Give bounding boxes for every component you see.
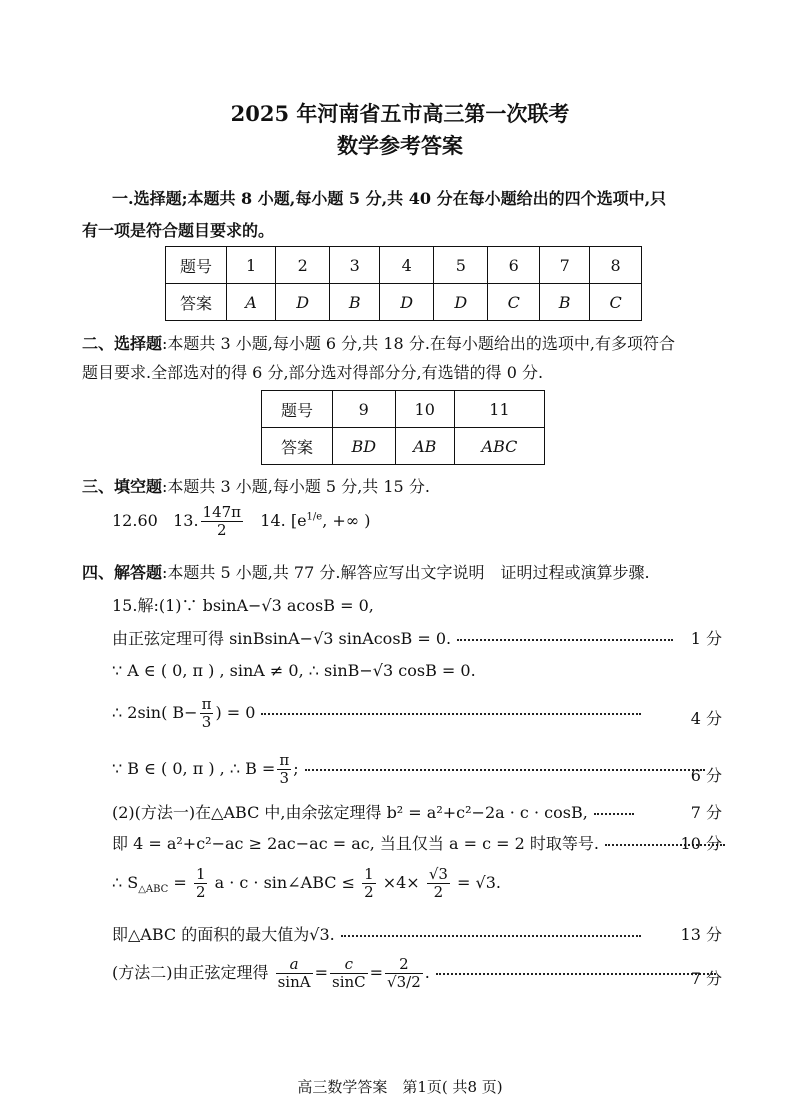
cell: D bbox=[276, 284, 330, 321]
cell: ABC bbox=[454, 428, 544, 465]
step-1: 由正弦定理可得 sinBsinA−√3 sinAcosB = 0. bbox=[112, 626, 679, 649]
step-6: 即 4 = a²+c²−ac ≥ 2ac−ac = ac, 当且仅当 a = c = 2 时取等号. bbox=[112, 831, 731, 854]
answer-table-2 bbox=[261, 390, 545, 465]
header-label: 题号 bbox=[166, 247, 227, 284]
score-1: 1 分 bbox=[690, 629, 722, 648]
header-label: 题号 bbox=[262, 391, 333, 428]
page-subtitle: 数学参考答案 bbox=[337, 133, 463, 158]
cell: 2 bbox=[276, 247, 330, 284]
cell: C bbox=[590, 284, 642, 321]
sec3-line: 三、填空题:本题共 3 小题,每小题 5 分,共 15 分. bbox=[82, 477, 430, 496]
score-4: 6 分 bbox=[690, 766, 722, 785]
answer-label: 答案 bbox=[166, 284, 227, 321]
sec1-line1: 一.选择题;本题共 8 小题,每小题 5 分,共 40 分在每小题给出的四个选项中,只 bbox=[112, 189, 667, 208]
table-row bbox=[166, 247, 642, 284]
cell: 8 bbox=[590, 247, 642, 284]
cell: 6 bbox=[488, 247, 540, 284]
cell: 11 bbox=[454, 391, 544, 428]
score-6: 10 分 bbox=[680, 834, 722, 853]
cell: 1 bbox=[227, 247, 276, 284]
sec4-line: 四、解答题:本题共 5 小题,共 77 分.解答应写出文字说明 证明过程或演算步骤. bbox=[82, 563, 650, 582]
step-8: 即△ABC 的面积的最大值为√3. bbox=[112, 922, 647, 945]
cell: C bbox=[488, 284, 540, 321]
cell: D bbox=[380, 284, 434, 321]
cell: 10 bbox=[395, 391, 454, 428]
table-row bbox=[262, 428, 545, 465]
step-3: ∴ 2sin( B− $\frac{\pi}{3}$ ) = 0 bbox=[112, 696, 647, 731]
cell: 4 bbox=[380, 247, 434, 284]
cell: A bbox=[227, 284, 276, 321]
step-9: (方法二)由正弦定理得 $\frac{a}{\sin A}$ = $\frac{c}{\sin C}$ = $\frac{2}{√3/2}$ . bbox=[112, 956, 722, 991]
cell: AB bbox=[395, 428, 454, 465]
sec2-line2: 题目要求.全部选对的得 6 分,部分选对得部分分,有选错的得 0 分. bbox=[82, 363, 544, 382]
cell: 9 bbox=[333, 391, 396, 428]
answer-table-1 bbox=[165, 246, 642, 321]
q15-intro: 15.解:(1)∵ bsinA−√3 acosB = 0, bbox=[112, 596, 374, 615]
score-3: 4 分 bbox=[690, 709, 722, 728]
cell: B bbox=[540, 284, 590, 321]
score-5: 7 分 bbox=[690, 803, 722, 822]
cell: 5 bbox=[434, 247, 488, 284]
cell: 3 bbox=[330, 247, 380, 284]
cell: B bbox=[330, 284, 380, 321]
step-5: (2)(方法一)在△ABC 中,由余弦定理得 b² = a²+c²−2a · c · cosB, bbox=[112, 800, 640, 823]
table-row bbox=[262, 391, 545, 428]
sec2-line1: 二、选择题:本题共 3 小题,每小题 6 分,共 18 分.在每小题给出的选项中,有多项符合 bbox=[82, 334, 675, 353]
step-4: ∵ B ∈ ( 0, π ) , ∴ B = $\frac{\pi}{3}$ ; bbox=[112, 752, 711, 787]
cell: 7 bbox=[540, 247, 590, 284]
score-8: 13 分 bbox=[680, 925, 722, 944]
cell: D bbox=[434, 284, 488, 321]
page-footer: 高三数学答案 第1页( 共8 页) bbox=[297, 1078, 503, 1096]
step-7: ∴ $S_{\triangle ABC}$ = $\frac{1}{2}$ a · c · sin∠ABC ≤ $\frac{1}{2}$ ×4× $\frac{√3}{2}$ = √3. bbox=[112, 865, 501, 901]
sec1-line2: 有一项是符合题目要求的。 bbox=[82, 221, 275, 240]
score-9: 7 分 bbox=[690, 969, 722, 988]
table-row bbox=[166, 284, 642, 321]
cell: BD bbox=[333, 428, 396, 465]
answer-label: 答案 bbox=[262, 428, 333, 465]
page-title: 2025 年河南省五市高三第一次联考 bbox=[230, 101, 570, 126]
step-2: ∵ A ∈ ( 0, π ) , sinA ≠ 0, ∴ sinB−√3 cosB = 0. bbox=[112, 661, 476, 680]
sec3-answers: 12.60 13. $\frac{147\pi}{2}$ 14. [$e^{1/e}$, +∞ ) bbox=[112, 503, 371, 539]
